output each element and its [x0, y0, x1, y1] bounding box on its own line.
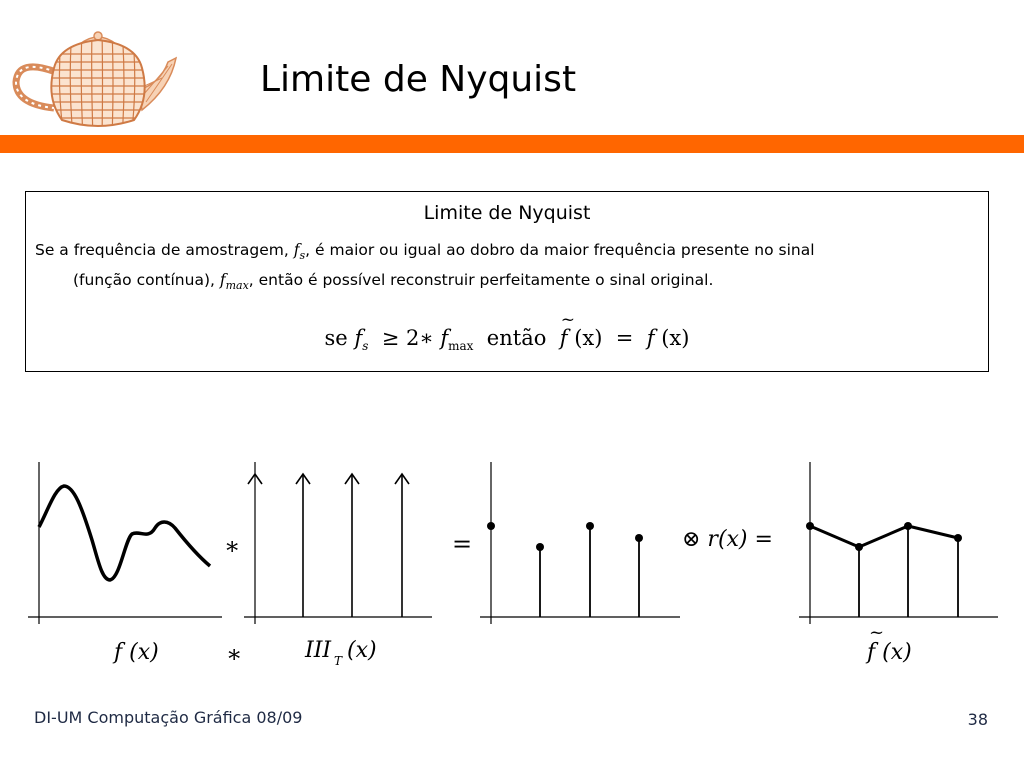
label-f-tilde-of-x: f (x) — [867, 640, 912, 665]
definition-text — [35, 238, 979, 298]
teapot-logo — [10, 28, 182, 134]
formula-f-tilde: ~ f — [560, 326, 568, 350]
label-iii: III — [305, 638, 332, 663]
recon-dot-1 — [806, 522, 814, 530]
reconstruction-operator: ⊗ r(x) = — [682, 527, 773, 552]
nyquist-formula — [26, 326, 988, 353]
convolve-operator: ∗ — [224, 532, 241, 560]
sample-dot-3 — [586, 522, 594, 530]
formula-arg2: (x) — [661, 326, 690, 350]
sample-dot-4 — [635, 534, 643, 542]
text-part1: Se a frequência de amostragem, — [35, 241, 294, 259]
recon-dot-2 — [855, 543, 863, 551]
sample-dot-1 — [487, 522, 495, 530]
formula-f2: f — [440, 326, 449, 350]
sample-dot-2 — [536, 543, 544, 551]
formula-arg1: (x) — [574, 326, 603, 350]
recon-dot-3 — [904, 522, 912, 530]
formula-f: f — [354, 326, 363, 350]
label-tilde: ~ — [869, 622, 885, 643]
definition-box — [25, 191, 989, 372]
fs-symbol: f — [293, 241, 300, 259]
slide-title: Limite de Nyquist — [260, 59, 577, 100]
continuous-signal-plot — [28, 462, 222, 624]
fmax-sub: max — [225, 279, 249, 293]
fmax-symbol: f — [219, 271, 226, 290]
text-part2: , é maior ou igual ao dobro da maior frequência presente no sinal — [305, 241, 815, 259]
label-iii-arg: (x) — [347, 638, 377, 663]
text-part4: , então é possível reconstruir perfeitamente o sinal original. — [248, 271, 714, 290]
fs-sub: s — [299, 249, 306, 263]
sampled-signal-plot — [480, 462, 680, 624]
sampling-diagram — [0, 455, 1024, 685]
formula-eq: = — [615, 326, 634, 350]
formula-se: se — [324, 326, 348, 350]
recon-dot-4 — [954, 534, 962, 542]
equals-operator: = — [452, 530, 473, 558]
label-iii-sub: T — [334, 654, 343, 668]
impulse-train-plot — [244, 462, 432, 624]
signal-curve — [39, 486, 210, 580]
text-part3: (função contínua), — [73, 271, 220, 290]
label-convolve: ∗ — [226, 640, 243, 668]
label-f-of-x: f (x) — [114, 640, 159, 665]
formula-geq: ≥ 2∗ — [381, 326, 434, 350]
page-number: 38 — [967, 710, 988, 729]
header-accent-bar — [0, 135, 1024, 153]
formula-f3: f — [646, 326, 655, 350]
impulse-arrowheads — [248, 474, 409, 484]
reconstructed-signal-plot — [799, 462, 998, 624]
formula-entao: então — [486, 326, 547, 350]
formula-s-sub: s — [362, 339, 369, 354]
definition-title: Limite de Nyquist — [423, 202, 591, 224]
reconstructed-polyline — [810, 526, 958, 547]
formula-max-sub: max — [448, 339, 474, 354]
footer-course: DI-UM Computação Gráfica 08/09 — [34, 708, 303, 727]
